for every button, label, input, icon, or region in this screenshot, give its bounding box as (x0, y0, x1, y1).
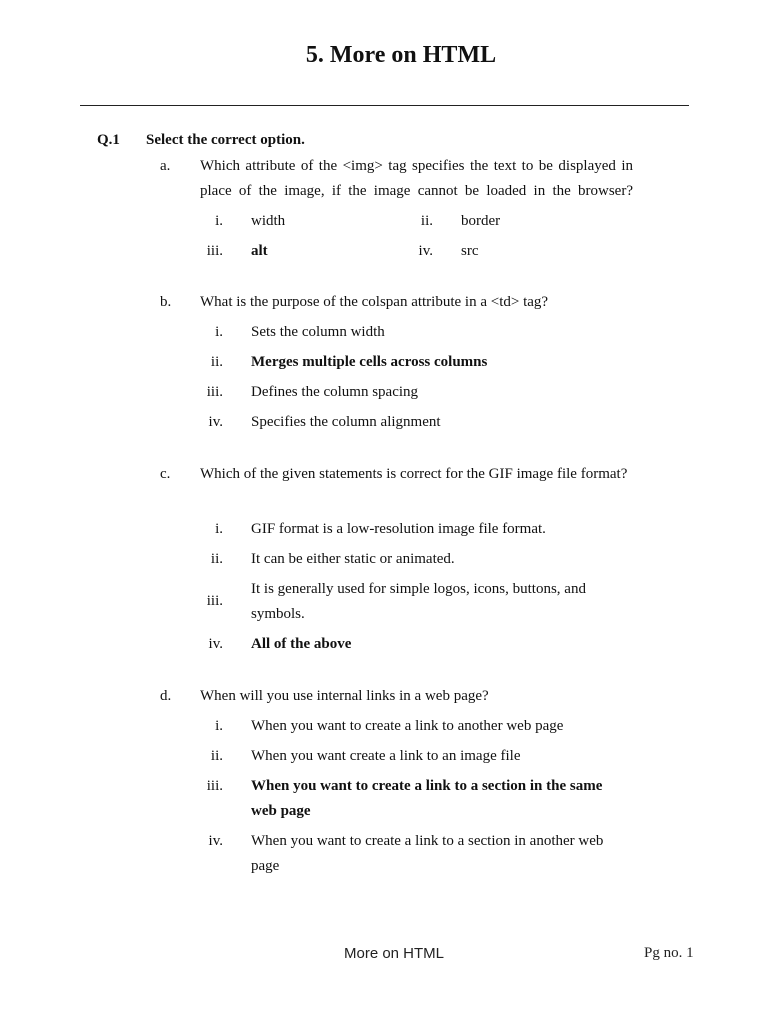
option-text-correct: alt (251, 243, 268, 259)
option-text: Specifies the column alignment (251, 414, 441, 430)
option-text-correct: Merges multiple cells across columns (251, 354, 488, 370)
option-number: iv. (208, 636, 223, 652)
subquestion-letter: b. (160, 294, 172, 310)
footer-title: More on HTML (343, 945, 445, 962)
option-number: iv. (208, 414, 223, 430)
subquestion-letter: a. (160, 158, 171, 174)
option-text: src (461, 243, 479, 259)
page-title: 5. More on HTML (305, 42, 497, 68)
question-instruction: Select the correct option. (146, 132, 305, 148)
subquestion-stem: What is the purpose of the colspan attribute in a <td> tag? (200, 294, 549, 310)
question-number: Q.1 (97, 132, 120, 148)
option-number: iii. (206, 243, 223, 259)
subquestion-stem: When will you use internal links in a web page? (200, 688, 489, 704)
option-number: iii. (206, 593, 223, 609)
option-number: ii. (210, 748, 223, 764)
option-text: When you want create a link to an image file (251, 748, 521, 764)
option-number: ii. (210, 551, 223, 567)
option-text: border (461, 213, 501, 229)
option-number: iv. (208, 833, 223, 849)
option-text-correct: All of the above (251, 636, 352, 652)
option-number: i. (215, 324, 223, 340)
subquestion-letter: c. (160, 466, 171, 482)
option-text: Defines the column spacing (251, 384, 419, 400)
option-text: width (251, 213, 286, 229)
subquestion-letter: d. (160, 688, 172, 704)
option-number: i. (215, 718, 223, 734)
option-text: GIF format is a low-resolution image file format. (251, 521, 546, 537)
option-number: iii. (206, 778, 223, 794)
option-number: ii. (210, 354, 223, 370)
page-number: Pg no. 1 (644, 945, 694, 961)
option-number: i. (215, 213, 223, 229)
option-text: It is generally used for simple logos, icons, buttons, and symbols. (251, 581, 586, 622)
option-text: When you want to create a link to a section in another web page (251, 833, 604, 874)
title-divider (80, 105, 689, 106)
option-text: When you want to create a link to another web page (251, 718, 564, 734)
option-number: ii. (420, 213, 433, 229)
option-number: i. (215, 521, 223, 537)
subquestion-stem: Which of the given statements is correct for the GIF image file format? (200, 466, 628, 482)
option-number: iii. (206, 384, 223, 400)
option-text: It can be either static or animated. (251, 551, 455, 567)
option-text-correct: When you want to create a link to a section in the same web page (251, 778, 603, 819)
option-text: Sets the column width (251, 324, 385, 340)
subquestion-stem: Which attribute of the <img> tag specifies the text to be displayed in place of the image, if the image cannot be loaded in the browser? (200, 158, 633, 199)
option-number: iv. (418, 243, 433, 259)
